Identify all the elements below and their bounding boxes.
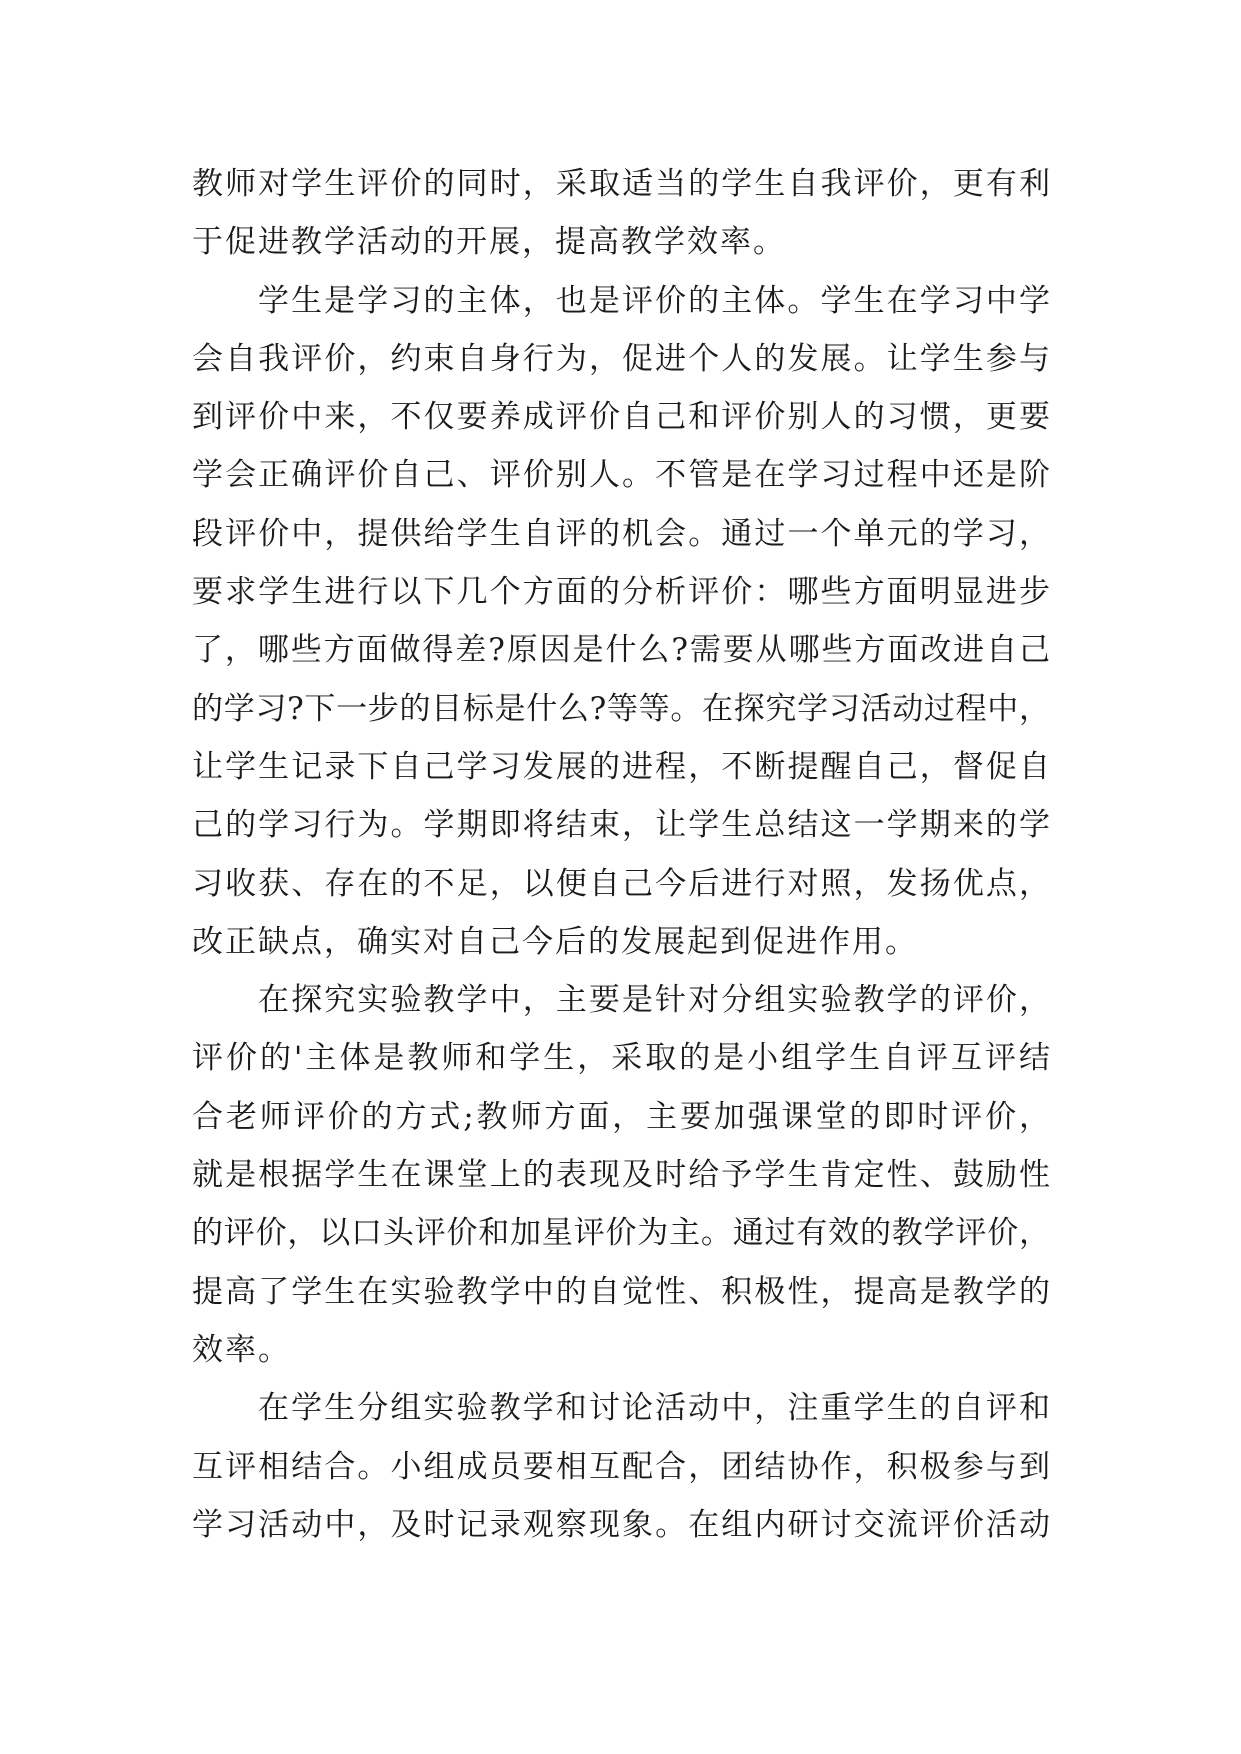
text-line: 了，哪些方面做得差?原因是什么?需要从哪些方面改进自己 bbox=[192, 632, 1050, 669]
text-line: 教师对学生评价的同时，采取适当的学生自我评价，更有利 bbox=[192, 166, 1050, 202]
text-line: 提高了学生在实验教学中的自觉性、积极性，提高是教学的 bbox=[192, 1273, 1050, 1310]
text-line: 的学习?下一步的目标是什么?等等。在探究学习活动过程中， bbox=[192, 690, 1050, 727]
text-line: 在学生分组实验教学和讨论活动中，注重学生的自评和 bbox=[258, 1390, 1050, 1427]
text-line: 让学生记录下自己学习发展的进程，不断提醒自己，督促自 bbox=[192, 748, 1050, 785]
text-line: 的评价，以口头评价和加星评价为主。通过有效的教学评价， bbox=[192, 1215, 1050, 1252]
text-line: 到评价中来，不仅要养成评价自己和评价别人的习惯，更要 bbox=[192, 399, 1050, 436]
text-line: 评价的'主体是教师和学生，采取的是小组学生自评互评结 bbox=[192, 1040, 1050, 1077]
text-line: 互评相结合。小组成员要相互配合，团结协作，积极参与到 bbox=[192, 1448, 1050, 1485]
text-line: 就是根据学生在课堂上的表现及时给予学生肯定性、鼓励性 bbox=[192, 1157, 1050, 1194]
text-line: 会自我评价，约束自身行为，促进个人的发展。让学生参与 bbox=[192, 340, 1050, 377]
text-line: 改正缺点，确实对自己今后的发展起到促进作用。 bbox=[192, 923, 918, 960]
text-line: 习收获、存在的不足，以便自己今后进行对照，发扬优点， bbox=[192, 865, 1050, 902]
text-line: 段评价中，提供给学生自评的机会。通过一个单元的学习， bbox=[192, 515, 1050, 552]
text-line: 学生是学习的主体，也是评价的主体。学生在学习中学 bbox=[258, 282, 1050, 319]
paragraph-3 bbox=[192, 971, 1050, 1379]
text-line: 要求学生进行以下几个方面的分析评价：哪些方面明显进步 bbox=[192, 574, 1050, 611]
text-line: 效率。 bbox=[192, 1331, 291, 1368]
document-body bbox=[192, 155, 1050, 1554]
paragraph-4 bbox=[192, 1379, 1050, 1554]
paragraph-1 bbox=[192, 155, 1050, 272]
text-line: 于促进教学活动的开展，提高教学效率。 bbox=[192, 224, 786, 261]
text-line: 学习活动中，及时记录观察现象。在组内研讨交流评价活动 bbox=[192, 1506, 1050, 1543]
text-line: 合老师评价的方式;教师方面，主要加强课堂的即时评价， bbox=[192, 1098, 1050, 1135]
text-line: 在探究实验教学中，主要是针对分组实验教学的评价， bbox=[258, 982, 1050, 1019]
text-line: 己的学习行为。学期即将结束，让学生总结这一学期来的学 bbox=[192, 807, 1050, 844]
text-line: 学会正确评价自己、评价别人。不管是在学习过程中还是阶 bbox=[192, 457, 1050, 494]
paragraph-2 bbox=[192, 272, 1050, 972]
